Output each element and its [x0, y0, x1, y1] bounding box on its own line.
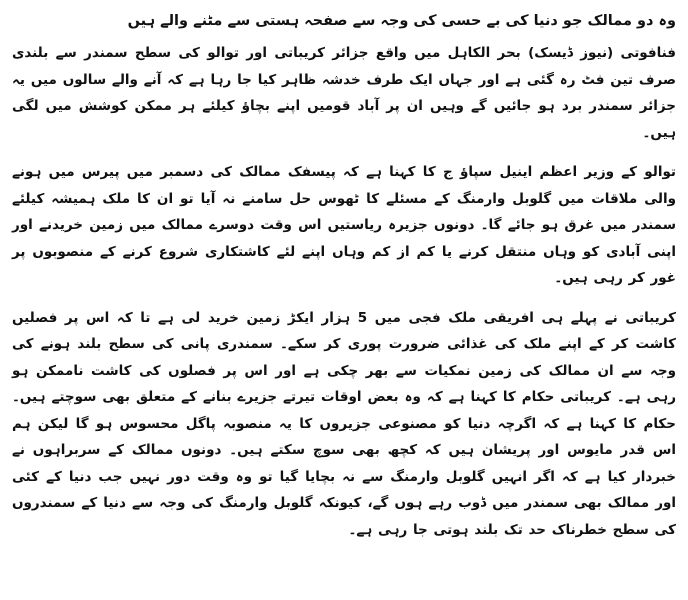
article-paragraph-2: توالو کے وزیر اعظم اینیل سپاؤ ج کا کہنا ہے کہ پیسفک ممالک کی دسمبر میں پیرس میں ہونے والی ملاقات میں گلوبل وارمنگ کے مسئلے کا ٹھوس حل سامنے نہ آیا تو ان کا ملک ہمیشہ کیلئے سمندر میں غرق ہو جائے گا۔ دونوں جزیرہ ریاستیں اس وقت دوسرے ممالک میں زمین خریدنے اور اپنی آبادی کو وہاں منتقل کرنے یا کم از کم وہاں اپنے لئے کاشتکاری شروع کرنے کے منصوبوں پر غور کر رہی ہیں۔ — [12, 164, 676, 286]
article-paragraph-3: کریباتی نے پہلے ہی افریقی ملک فجی میں 5 ہزار ایکڑ زمین خرید لی ہے تا کہ اس پر فصلیں کاشت کر کے اپنے ملک کی غذائی ضرورت پوری کر سکے۔ سمندری پانی کی سطح بلند ہونے کی وجہ سے ان ممالک کی زمین نمکیات سے بھر چکی ہے اور اس پر فصلوں کی کاشت ناممکن ہو رہی ہے۔ کریباتی حکام کا کہنا ہے کہ وہ بعض اوقات تیرتے جزیرے بنانے کے متعلق بھی سوچتے ہیں۔ حکام کا کہنا ہے کہ اگرچہ دنیا کو مصنوعی جزیروں کا یہ منصوبہ پاگل محسوس ہو گا لیکن ہم اس قدر مایوس اور پریشان ہیں کہ کچھ بھی سوچ سکتے ہیں۔ دونوں ممالک کے سربراہوں نے خبردار کیا ہے کہ اگر انہیں گلوبل وارمنگ سے نہ بچایا گیا تو وہ وقت دور نہیں جب دنیا کے کئی اور ممالک بھی سمندر میں ڈوب رہے ہوں گے، کیونکہ گلوبل وارمنگ کی وجہ سے دنیا کے سمندروں کی سطح خطرناک حد تک بلند ہوتی جا رہی ہے۔ — [12, 309, 676, 538]
article-headline: وہ دو ممالک جو دنیا کی بے حسی کی وجہ سے صفحہ ہستی سے مٹنے والے ہیں — [127, 13, 676, 29]
article-paragraph-1: فنافوتی (نیوز ڈیسک) بحر الکاہل میں واقع جزائر کریباتی اور توالو کی سطح سمندر سے بلندی صرف تین فٹ رہ گئی ہے اور جہاں ایک طرف خدشہ ظاہر کیا جا رہا ہے کہ آنے والے سالوں میں یہ جزائر سمندر برد ہو جائیں گے وہیں ان پر آباد قومیں اپنے بچاؤ کیلئے ہر ممکن کوشش میں لگی ہیں۔ — [12, 45, 676, 141]
